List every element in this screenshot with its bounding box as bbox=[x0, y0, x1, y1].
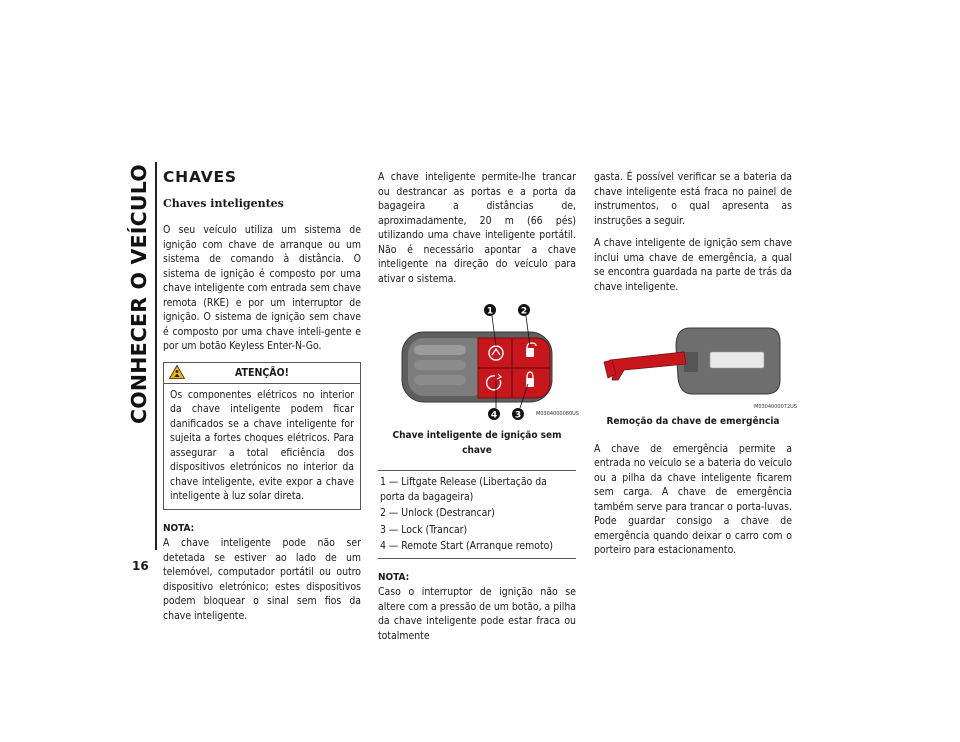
section-heading: CHAVES bbox=[163, 168, 237, 186]
chapter-divider bbox=[155, 162, 157, 550]
callout-2-label: 2 bbox=[520, 306, 528, 317]
range-paragraph: A chave inteligente permite-lhe trancar ou destrancar as portas e a porta da bagageira a distâncias de, aproximadamente, 20 m (66 pés) utilizando uma chave inteligente portátil. Não é necessário apontar a chave inteligente na direção do veículo para ativar o sistema. bbox=[378, 171, 576, 285]
callout-1 bbox=[484, 304, 496, 317]
callout-1-label: 1 bbox=[486, 306, 494, 317]
page-number: 16 bbox=[132, 559, 149, 573]
legend-item: 2 — Unlock (Destrancar) bbox=[380, 507, 495, 519]
column-3 bbox=[594, 170, 797, 566]
intro-paragraph: O seu veículo utiliza um sistema de ignição com chave de arranque ou um sistema de comando à distância. O sistema de ignição é composto por uma chave inteligente com entrada sem chave remota (RKE) e por um interruptor de ignição. O sistema de ignição sem chave é composto por uma chave inteli-gente e por um botão Keyless Enter-N-Go. bbox=[163, 224, 361, 352]
warning-header bbox=[164, 363, 360, 384]
figure-code: M0304000080US bbox=[536, 411, 579, 417]
figure-caption: Chave inteligente de ignição sem chave bbox=[392, 430, 562, 456]
legend-item: 1 — Liftgate Release (Libertação da porta da bagageira) bbox=[380, 476, 547, 503]
legend-item: 4 — Remote Start (Arranque remoto) bbox=[380, 540, 554, 552]
callout-3-label: 3 bbox=[514, 410, 522, 421]
note-label: NOTA: bbox=[163, 522, 195, 534]
figure-caption: Remoção da chave de emergência bbox=[606, 416, 780, 427]
subsection-heading: Chaves inteligentes bbox=[163, 196, 284, 210]
note-label: NOTA: bbox=[378, 571, 410, 583]
callout-3 bbox=[512, 408, 524, 421]
emergency-use-paragraph: A chave de emergência permite a entrada no veículo se a bateria do veículo ou a pilha da chave inteligente ficarem sem carga. A chave de emergência também serve para trancar o porta-luvas. Pode guardar consigo a chave de emergência quando deixar o carro com o porteiro para estacionamento. bbox=[594, 442, 792, 556]
chapter-title: CONHECER O VEÍCULO bbox=[127, 164, 151, 424]
smart-key-figure bbox=[378, 298, 579, 426]
battery-paragraph: gasta. É possível verificar se a bateria da chave inteligente está fraca no painel de instrumentos, o qual apresenta as instruções a seguir. bbox=[594, 171, 792, 227]
button-legend bbox=[378, 470, 576, 559]
warning-triangle-icon bbox=[169, 365, 185, 386]
warning-text: Os componentes elétricos no interior da chave inteligente podem ficar danificados se a chave inteligente for sujeita a fortes choques elétricos. Para assegurar a total eficiência dos dispositivos eletrónicos no interior da chave inteligente, evite expor a chave inteligente à luz solar direta. bbox=[170, 388, 354, 502]
column-2 bbox=[378, 170, 579, 651]
warning-title: ATENÇÃO! bbox=[235, 366, 289, 379]
figure-code: M0304000072US bbox=[754, 404, 797, 410]
emergency-key-paragraph: A chave inteligente de ignição sem chave inclui uma chave de emergência, a qual se encontra guardada na parte de trás da chave inteligente. bbox=[594, 237, 792, 293]
legend-item: 3 — Lock (Trancar) bbox=[380, 523, 468, 536]
emergency-key-illustration bbox=[594, 308, 792, 412]
callout-4-label: 4 bbox=[490, 410, 498, 421]
callout-2 bbox=[518, 304, 530, 317]
note-text: Caso o interruptor de ignição não se altere com a pressão de um botão, a pilha da chave inteligente pode estar fraca ou totalmente bbox=[378, 586, 577, 642]
column-1 bbox=[163, 170, 361, 631]
emergency-key-figure bbox=[594, 308, 797, 412]
callout-4 bbox=[488, 408, 500, 421]
warning-box bbox=[163, 362, 361, 510]
note-text: A chave inteligente pode não ser detetada se estiver ao lado de um telemóvel, computador portátil ou outro dispositivo eletrónico; estes dispositivos podem bloquear o sinal sem fios da chave inteligente. bbox=[163, 537, 361, 622]
